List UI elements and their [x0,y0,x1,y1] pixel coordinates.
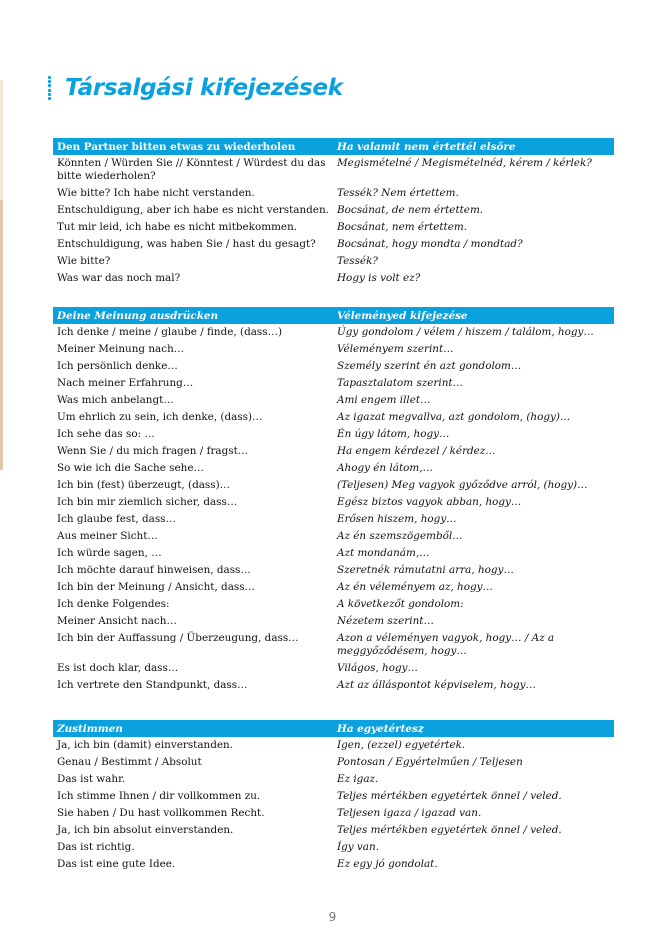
phrase-row [53,856,614,873]
phrase-hungarian: Bocsánat, hogy mondta / mondtad? [337,238,523,250]
phrase-row [53,236,614,253]
phrase-german: Ich denke / meine / glaube / finde, (dass…) [57,326,283,338]
phrase-row [53,460,614,477]
phrase-german: Aus meiner Sicht… [57,530,158,542]
phrase-row [53,737,614,754]
phrase-german: Das ist wahr. [57,773,126,785]
phrase-hungarian: Ez egy jó gondolat. [337,858,438,870]
title-block [48,72,343,104]
phrase-hungarian: Úgy gondolom / vélem / hiszem / találom, hogy… [337,326,594,338]
phrase-row [53,754,614,771]
phrase-row [53,202,614,219]
phrase-row [53,155,614,185]
section-header [53,307,614,324]
page-number: 9 [328,910,337,924]
phrase-hungarian: Pontosan / Egyértelműen / Teljesen [337,756,523,768]
phrase-german: Ich bin der Meinung / Ansicht, dass… [57,581,255,593]
phrase-hungarian: Nézetem szerint… [337,615,434,627]
phrase-hungarian: Személy szerint én azt gondolom… [337,360,522,372]
phrase-hungarian: Teljes mértékben egyetértek önnel / veled. [337,790,562,802]
phrase-hungarian: Ez igaz. [337,773,379,785]
phrase-german: Ja, ich bin (damit) einverstanden. [57,739,234,751]
phrase-german: Sie haben / Du hast vollkommen Recht. [57,807,265,819]
header-german: Den Partner bitten etwas zu wiederholen [57,140,296,153]
phrase-german: Ich möchte darauf hinweisen, dass… [57,564,251,576]
phrase-german: Ja, ich bin absolut einverstanden. [57,824,234,836]
phrase-row [53,511,614,528]
phrase-hungarian: Tessék? Nem értettem. [337,187,459,199]
section-header [53,138,614,155]
phrase-row [53,805,614,822]
phrase-row [53,324,614,341]
phrase-row [53,477,614,494]
phrase-hungarian: Ahogy én látom,… [337,462,433,474]
phrase-german: Tut mir leid, ich habe es nicht mitbekommen. [57,221,298,233]
phrase-german: Es ist doch klar, dass… [57,662,179,674]
phrase-row [53,771,614,788]
phrase-row [53,630,614,660]
phrase-hungarian: Bocsánat, nem értettem. [337,221,467,233]
phrase-hungarian: A következőt gondolom: [337,598,464,610]
section-express-opinion [53,307,614,694]
phrase-german: Meiner Ansicht nach… [57,615,177,627]
phrase-row [53,392,614,409]
phrase-hungarian: Igen, (ezzel) egyetértek. [337,739,466,751]
phrase-row [53,270,614,287]
header-hungarian: Ha egyetértesz [337,722,424,735]
phrase-hungarian: Hogy is volt ez? [337,272,421,284]
phrase-hungarian: Ami engem illet… [337,394,431,406]
phrase-row [53,677,614,694]
page-title: Társalgási kifejezések [65,75,343,101]
phrase-german: Ich bin der Auffassung / Überzeugung, dass… [57,632,299,644]
phrase-german: Ich stimme Ihnen / dir vollkommen zu. [57,790,261,802]
phrase-row [53,788,614,805]
phrase-german: Ich würde sagen, … [57,547,162,559]
phrase-german: Meiner Meinung nach… [57,343,185,355]
phrase-row [53,494,614,511]
page-edge-tint [0,200,3,470]
phrase-hungarian: Az én szemszögemből… [337,530,463,542]
phrase-german: Wenn Sie / du mich fragen / fragst… [57,445,249,457]
phrase-row [53,358,614,375]
phrase-hungarian: Azt mondanám,… [337,547,430,559]
phrase-german: Was war das noch mal? [57,272,181,284]
phrase-german: Ich denke Folgendes: [57,598,170,610]
phrase-row [53,839,614,856]
phrase-german: Was mich anbelangt… [57,394,174,406]
phrase-german: Das ist eine gute Idee. [57,858,176,870]
phrase-german: Ich persönlich denke… [57,360,178,372]
phrase-hungarian: (Teljesen) Meg vagyok győződve arról, (hogy)… [337,479,588,491]
section-repeat-request [53,138,614,287]
phrase-row [53,253,614,270]
phrase-german: Ich glaube fest, dass… [57,513,176,525]
phrase-german: Wie bitte? Ich habe nicht verstanden. [57,187,255,199]
phrase-row [53,613,614,630]
phrase-german: Entschuldigung, aber ich habe es nicht verstanden. [57,204,329,216]
phrase-german: Ich sehe das so: … [57,428,155,440]
phrase-german: Ich bin mir ziemlich sicher, dass… [57,496,238,508]
phrase-hungarian: Erősen hiszem, hogy… [337,513,457,525]
header-hungarian: Ha valamit nem értettél elsőre [337,140,516,153]
phrase-row [53,375,614,392]
phrase-hungarian: Bocsánat, de nem értettem. [337,204,484,216]
phrase-row [53,660,614,677]
phrase-hungarian: Tapasztalatom szerint… [337,377,463,389]
phrase-german: Das ist richtig. [57,841,135,853]
phrase-hungarian: Az igazat megvallva, azt gondolom, (hogy)… [337,411,571,423]
dotted-marker-icon [48,76,51,100]
phrase-hungarian: Így van. [337,841,379,853]
header-german: Deine Meinung ausdrücken [57,309,219,322]
phrase-row [53,219,614,236]
phrase-row [53,562,614,579]
section-header [53,720,614,737]
phrase-hungarian: Ha engem kérdezel / kérdez… [337,445,496,457]
phrase-row [53,545,614,562]
phrase-german: Genau / Bestimmt / Absolut [57,756,202,768]
phrase-german: Nach meiner Erfahrung… [57,377,194,389]
phrase-german: So wie ich die Sache sehe… [57,462,204,474]
phrase-german: Könnten / Würden Sie // Könntest / Würdest du das bitte wiederholen? [57,157,326,182]
phrase-row [53,185,614,202]
page-edge-tint [0,80,3,200]
section-agree [53,720,614,873]
phrase-row [53,426,614,443]
phrase-hungarian: Az én véleményem az, hogy… [337,581,493,593]
phrase-hungarian: Egész biztos vagyok abban, hogy… [337,496,522,508]
phrase-hungarian: Én úgy látom, hogy… [337,428,450,440]
phrase-german: Entschuldigung, was haben Sie / hast du gesagt? [57,238,316,250]
phrase-row [53,341,614,358]
phrase-german: Ich vertrete den Standpunkt, dass… [57,679,248,691]
phrase-row [53,596,614,613]
phrase-hungarian: Szeretnék rámutatni arra, hogy… [337,564,514,576]
phrase-row [53,409,614,426]
header-hungarian: Véleményed kifejezése [337,309,468,322]
phrase-hungarian: Megismételné / Megismételnéd, kérem / kérlek? [337,157,592,169]
phrase-hungarian: Teljes mértékben egyetértek önnel / veled. [337,824,562,836]
phrase-hungarian: Véleményem szerint… [337,343,454,355]
phrase-hungarian: Azt az álláspontot képviselem, hogy… [337,679,536,691]
phrase-hungarian: Tessék? [337,255,378,267]
phrase-german: Ich bin (fest) überzeugt, (dass)… [57,479,231,491]
phrase-german: Um ehrlich zu sein, ich denke, (dass)… [57,411,263,423]
header-german: Zustimmen [57,722,123,735]
phrase-row [53,443,614,460]
phrase-hungarian: Teljesen igaza / igazad van. [337,807,482,819]
phrase-hungarian: Azon a véleményen vagyok, hogy… / Az a meggyőződésem, hogy… [337,632,555,657]
phrase-row [53,822,614,839]
phrase-row [53,579,614,596]
phrase-german: Wie bitte? [57,255,111,267]
phrase-hungarian: Világos, hogy… [337,662,418,674]
phrase-row [53,528,614,545]
